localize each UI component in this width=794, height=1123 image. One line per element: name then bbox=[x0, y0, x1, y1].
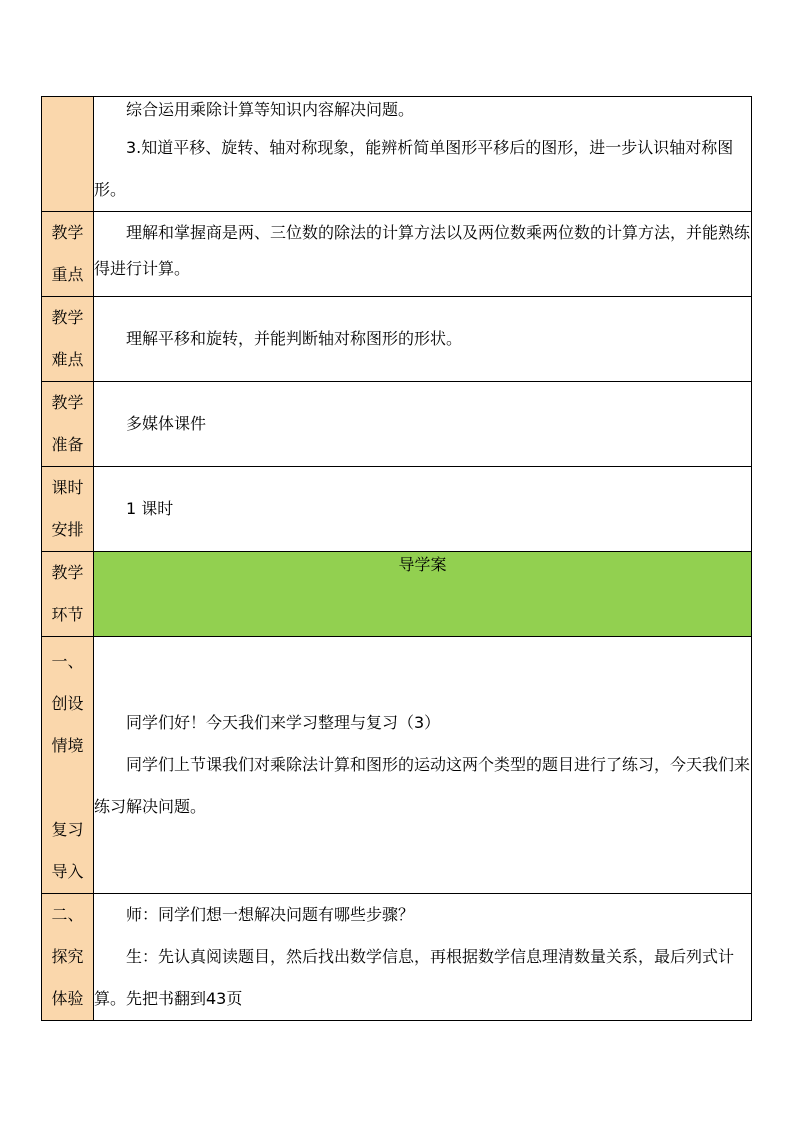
content-line: 生：先认真阅读题目，然后找出数学信息，再根据数学信息理清数量关系，最后列式计算。先把书翻到43页 bbox=[94, 947, 735, 1008]
section-header-guided-plan: 导学案 bbox=[94, 552, 752, 637]
table-row bbox=[42, 552, 752, 637]
content-line: 1 课时 bbox=[126, 499, 174, 518]
difficulties-content bbox=[94, 297, 752, 382]
content-line: 师：同学们想一想解决问题有哪些步骤？ bbox=[126, 905, 415, 924]
table-row bbox=[42, 212, 752, 297]
row-label-empty bbox=[42, 97, 94, 212]
schedule-content bbox=[94, 467, 752, 552]
content-line: 理解平移和旋转，并能判断轴对称图形的形状。 bbox=[126, 329, 463, 348]
row-label-key-points: 教学 重点 bbox=[42, 212, 94, 297]
row-label-explore: 二、 探究 体验 bbox=[42, 894, 94, 1021]
preparation-content bbox=[94, 382, 752, 467]
content-line: 理解和掌握商是两、三位数的除法的计算方法以及两位数乘两位数的计算方法，并能熟练得进行计算。 bbox=[94, 223, 751, 278]
content-line: 多媒体课件 bbox=[126, 414, 207, 433]
row-label-schedule: 课时 安排 bbox=[42, 467, 94, 552]
row-label-difficulties: 教学 难点 bbox=[42, 297, 94, 382]
row-label-preparation: 教学 准备 bbox=[42, 382, 94, 467]
table-row bbox=[42, 467, 752, 552]
objectives-continued bbox=[94, 97, 752, 212]
key-points-content bbox=[94, 212, 752, 297]
table-row bbox=[42, 97, 752, 212]
table-row bbox=[42, 382, 752, 467]
content-line: 同学们好！今天我们来学习整理与复习（3） bbox=[126, 713, 441, 732]
row-label-sections: 教学 环节 bbox=[42, 552, 94, 637]
content-line: 3.知道平移、旋转、轴对称现象，能辨析简单图形平移后的图形，进一步认识轴对称图形。 bbox=[94, 138, 734, 199]
content-line: 综合运用乘除计算等知识内容解决问题。 bbox=[126, 100, 415, 119]
table-row bbox=[42, 637, 752, 894]
intro-content bbox=[94, 637, 752, 894]
table-row bbox=[42, 297, 752, 382]
table-row bbox=[42, 894, 752, 1021]
row-label-intro: 一、 创设 情境 复习 导入 bbox=[42, 637, 94, 894]
explore-content bbox=[94, 894, 752, 1021]
lesson-plan-table bbox=[41, 96, 752, 1021]
content-line: 同学们上节课我们对乘除法计算和图形的运动这两个类型的题目进行了练习，今天我们来练习解决问题。 bbox=[94, 755, 751, 816]
